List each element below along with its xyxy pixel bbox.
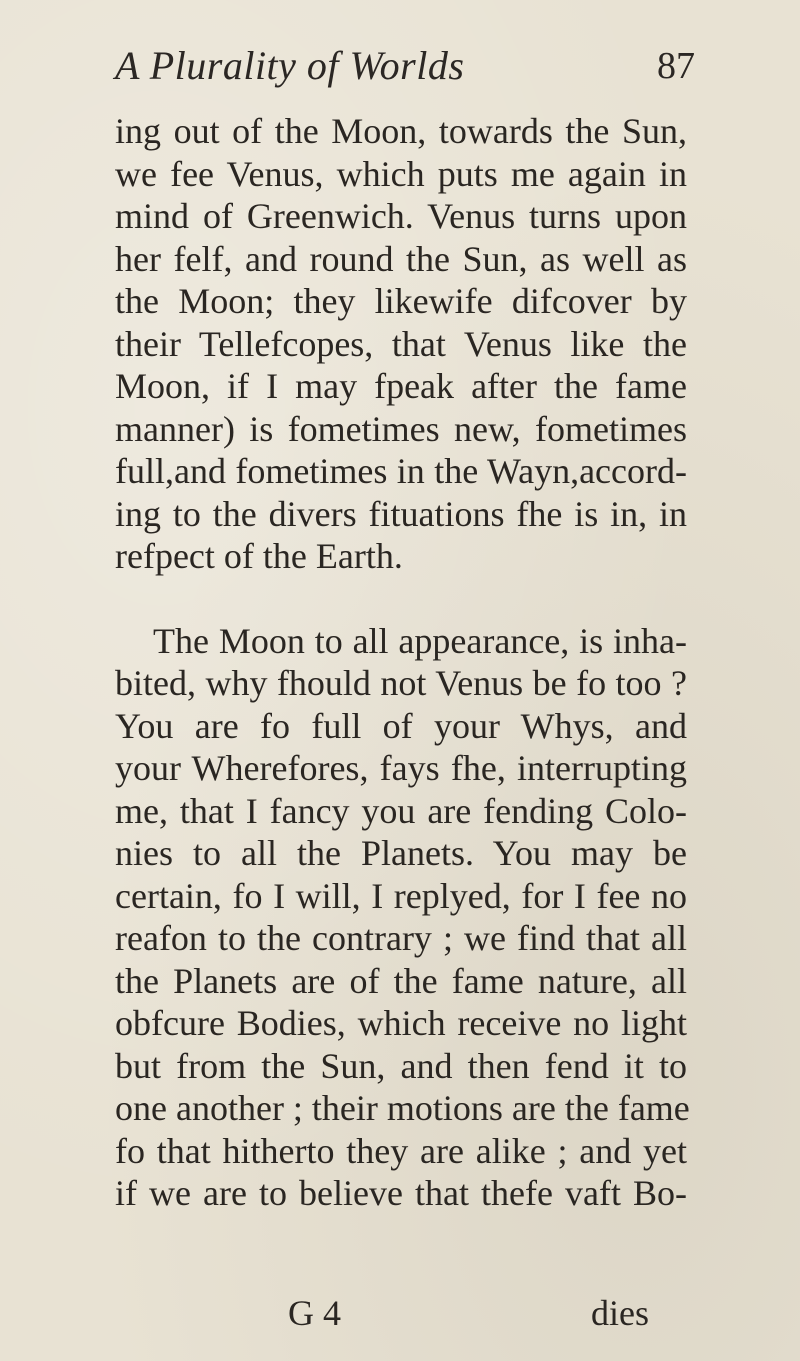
signature-mark: G 4 <box>288 1293 341 1333</box>
text-line: mind of Greenwich. Venus turns upon <box>115 196 687 236</box>
text-line: her felf, and round the Sun, as well as <box>115 238 687 279</box>
running-title: A Plurality of Worlds <box>115 43 465 88</box>
body-text <box>115 110 690 1215</box>
text-line: if we are to believe that thefe vaft Bo- <box>115 1173 687 1213</box>
text-line: one another ; their motions are the fame <box>115 1088 690 1128</box>
text-line: the Planets are of the fame nature, all <box>115 960 687 1001</box>
text-line: fo that hitherto they are alike ; and yet <box>115 1130 687 1171</box>
text-line: obfcure Bodies, which receive no light <box>115 1003 687 1043</box>
text-line: me, that I fancy you are fending Colo- <box>115 790 687 831</box>
paragraph-gap <box>115 578 687 620</box>
text-line: Moon, if I may fpeak after the fame <box>115 366 687 406</box>
running-head <box>115 40 695 100</box>
text-line: their Tellefcopes, that Venus like the <box>115 323 687 364</box>
text-line: ing out of the Moon, towards the Sun, <box>115 111 687 151</box>
text-line: The Moon to all appearance, is inha- <box>153 620 687 661</box>
text-line: full,and fometimes in the Wayn,accord- <box>115 451 687 491</box>
text-line: but from the Sun, and then fend it to <box>115 1045 687 1086</box>
text-line: You are fo full of your Whys, and <box>115 705 687 746</box>
catchword: dies <box>591 1293 649 1333</box>
text-line: certain, fo I will, I replyed, for I fee no <box>115 875 687 916</box>
paragraph-1 <box>115 110 687 578</box>
paragraph-2 <box>115 620 690 1215</box>
text-line: ing to the divers fituations fhe is in, in <box>115 493 687 534</box>
text-line: bited, why fhould not Venus be fo too ? <box>115 663 687 703</box>
text-line: nies to all the Planets. You may be <box>115 833 687 873</box>
text-line: we fee Venus, which puts me again in <box>115 153 687 194</box>
text-line: refpect of the Earth. <box>115 536 403 576</box>
text-line: manner) is fometimes new, fometimes <box>115 408 687 449</box>
page-number: 87 <box>657 45 695 87</box>
text-line: the Moon; they likewife difcover by <box>115 281 687 321</box>
page-footer <box>115 1292 687 1336</box>
text-line: reafon to the contrary ; we find that all <box>115 918 687 958</box>
text-line: your Wherefores, fays fhe, interrupting <box>115 748 687 788</box>
